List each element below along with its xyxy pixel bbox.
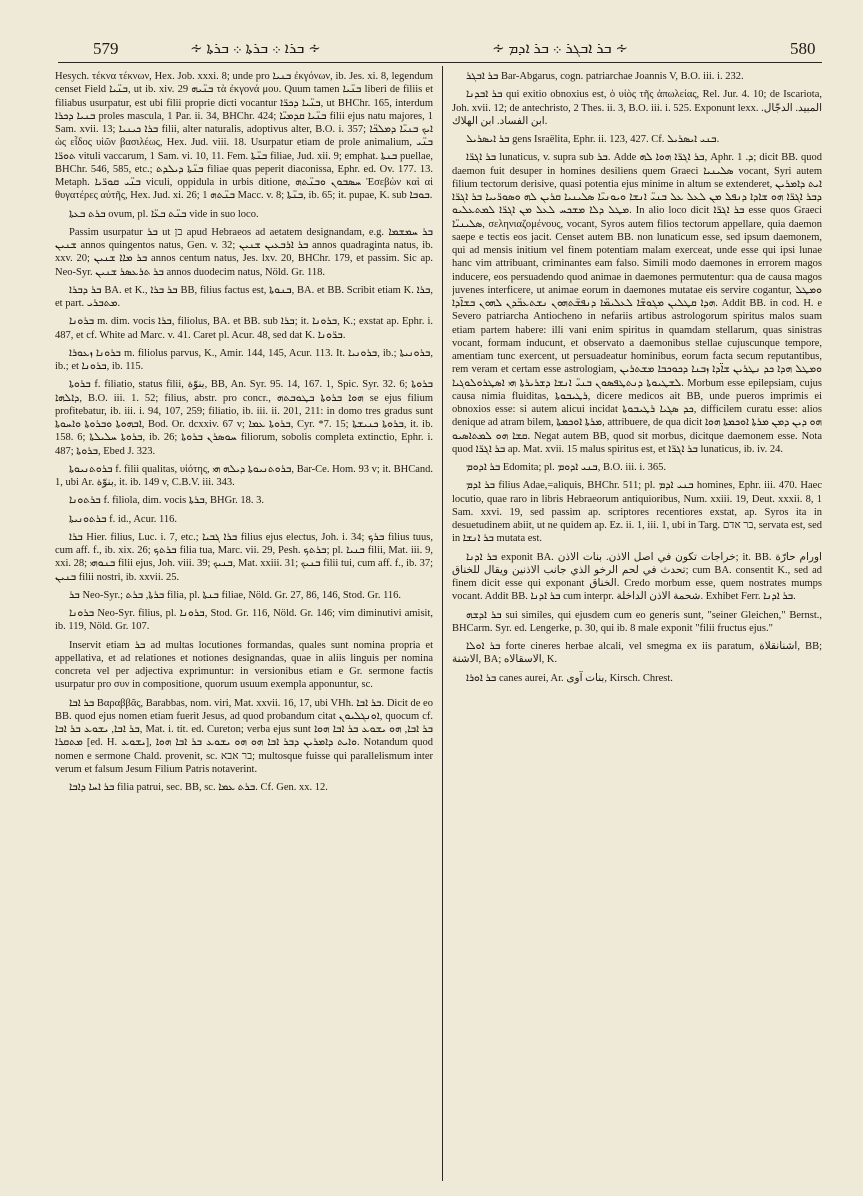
entry-paragraph: ܒܪ ܐܘܪܐ canes aurei, Ar. بنات آوى, Kirsch. Chrest. xyxy=(466,672,673,684)
entry-paragraph: ܒܪܬܘܢܝܬܐ f. id., Acur. 116. xyxy=(69,513,177,525)
entry-paragraph: ܒܪ ܐܒܕܢܐ qui exitio obnoxius est, ὁ υἱὸς τῆς ἀπωλείας, Rel. Jur. 4. 10; de Iscariota, Joh. xvii. 12; de antechristo, 2 Thes. ii. 3, B.O. iii. i. 525. Exponunt lexx. المبيد. الدجّال. ابن الفساد. ابن الهلاك. xyxy=(452,89,822,127)
entry-paragraph: ܒܪܘܬܢܝܘܬܐ f. filii qualitas, υἱότης, ܒܪܘܬܢܝܘܬܐ ܕܝܠܗ ܗܝ, Bar-Ce. Hom. 93 v; it. BHCand. 1, ubi Ar. بنوّة, it. ib. 149 v, C.B.V. iii. 343. xyxy=(55,463,433,488)
entry-paragraph: ܒܪ ܕܒܪܐ BA. et K., ܒܪ ܒܪܐ BB, filius factus est, ܒܢܘܬܐ, BA. et BB. Scribit etiam K. ܒܪܐ, et part. ܡܬܒܪܝ. xyxy=(55,284,433,309)
right-running-title: ∻ ܒܪ ܐܒܓܪ ܀ ܒܪ ܐܕܡ ∻ xyxy=(492,41,628,57)
entry-paragraph: ܒܪܘܢܐ m. dim. vocis ܒܪܐ, filiolus, BA. et BB. sub ܒܪܐ; it. ܒܪܘܢܐ, K.; exstat ap. Ephr. i. 487, et cf. White ad Marc. v. 41. Caret pl. Acur. 48, sed dat K. ܒܪ̈ܘܢܐ. xyxy=(55,316,433,341)
entry-paragraph: Hesych. τέκνα τέκνων, Hex. Job. xxxi. 8; unde pro ܒܢܝܐ ἐκγόνων, ib. Jes. xi. 8, legendum censet Field ܒܢ̈ܝܐ, ut ib. xiv. 29 ܒܢ̈ܝܗ τὰ ἐκγονά μου. Quum tamen ܒܢ̈ܝܐ liberi de filiis et filiabus usurpatur, est ubi filii proprie dicti vocantur ܒܢ̈ܝܐ ܕܟܪ̈ܐ, ut BHChr. 165, interdum ܒܢܝܐ ܕܟܪܐ proles mascula, 1 Par. ii. 34, BHChr. 424; ܒܢ̈ܝܐ ܩܕܡܝ̈ܐ filii ejus natu majores, 1 Sam. xvii. 13; ܒܪܐ ܟܝܢܝܐ filii, alter naturalis, adoptivus alter, B.O. i. 357; ܐܝܟ ܒܢܝ̈ܐ ܕܡܠܟ̈ܐ ὡς εἶδος υἱῶν βασιλέως, Hex. Jud. viii. 18. Usurpatur etiam de prole animalium, ܒܢ̈ܝ ܬܘܪ̈ܐ vituli vaccarum, 1 Sam. vi. 10, 11. Fem. ܒܢ̈ܬܐ filiae, Jud. xii. 9; emphat. ܒܢܬܐ puellae, BHChr. 546, 585, etc.; ܒܢ̈ܬܐ ܕܝܠܕܬ filiae quas peperit diaconissa, Ephr. ed. Ov. 177. 13. Metaph. ܒܢ̈ܝ ܩܘܪ̈ܝܐ viculi, oppidula in urbis ditione, ܚܣܒܘܢ ܘܒܢ̈ܬܗ Ἐσεβὼν καὶ αἱ θυγατέρες αὐτῆς, Hex. Jud. xi. 26; ܒܢ̈ܬܗ 1 Macc. v. 8; ܒܢ̈ܬܐ, ib. 65; it. pupae, K. sub ܒܘܒܐ. xyxy=(55,71,433,202)
page-header xyxy=(0,0,863,58)
entry-paragraph: ܒܪ ܐܕܫܗ sui similes, qui ejusdem cum eo generis sunt, "seiner Gleichen," Bernst., BHCarm. Syr. ed. Lengerke, p. 30, qui ib. 8 male exponit "filii fructus ejus." xyxy=(452,609,822,634)
entry-paragraph: ܒܪ ܐܕܢܐ exponit BA. خراجات تكون في اصل الاذن. بنات الاذن; it. BB. اورام حارّة تحدث في لحم الرخو الذي جانب الاذنين ويقال للخناق; cum BA. consentit K., sed ad finem dicit esse qui exponant الخناق. Credo morbum esse, quem nostrates mumps vocant. Addit BB. ܒܪ ܐܕܢܐ cum interpr. شحمة الاذن الداخلة. Exhibet Ferr. ܒܪ ܐܕܢܐ. xyxy=(452,551,822,603)
entry-paragraph: ܒܪܘܢܐ Neo-Syr. filius, pl. ܒܪܘܢܐ, Stod. Gr. 116, Nöld. Gr. 146; vim diminutivi amisit, ib. 119, Nöld. Gr. 107. xyxy=(55,608,433,633)
entry-paragraph: ܒܪܘܢܐ ܙܥܘܪܐ m. filiolus parvus, K., Amir. 144, 145, Acur. 113. It. ܒܪܘܢܝܐ, ib.; ܒܪܘܢܝܬܐ, ib.; et ܒܪܘܢܐ, ib. 115. xyxy=(55,347,433,372)
entry-paragraph: ܒܪ ܐܘܠܐ forte cineres herbae alcali, vel smegma ex iis paratum, اشنانقلاة, BB; الاشنة, BA; الاسقالاه, K. xyxy=(452,641,822,666)
entry-paragraph: ܒܪ ܐܚܐ ܕܐܒܐ filia patrui, sec. BB, sc. ܒܪܬ ܥܡܐ. Cf. Gen. xx. 12. xyxy=(69,782,328,793)
entry-paragraph: ܒܪܬ ܒܥܬܐ ovum, pl. ܒܢ̈ܬ ܒܥ̈ܐ vide in suo loco. xyxy=(69,208,259,220)
right-page-number: 580 xyxy=(790,39,816,58)
column-divider xyxy=(442,66,443,1181)
entry-paragraph: Passim usurpatur ܒܪ ut בן apud Hebraeos ad aetatem designandam, e.g. ܒܪ ܚܡܫܡܐ ܫܢܝܢ annos quingentos natus, Gen. v. 32; ܒܪ ܐܪܒܥܝܢ ܫܢܝܢ annos quadraginta natus, ib. xxv. 20; ܒܪ ܡܐܐ ܫܢܝܢ annos centum natus, Jes. lxv. 20, BHChr. 179, et passim. Sic ap. Neo-Syr. ܒܪ ܬܪܥܣܪ ܫܢܝܢ annos duodecim natus, Nöld. Gr. 118. xyxy=(55,226,433,278)
left-column xyxy=(55,70,433,1180)
entry-paragraph: ܒܪ ܐܒܓܪ Bar-Abgarus, cogn. patriarchae Joannis V, B.O. iii. i. 232. xyxy=(466,71,744,82)
entry-paragraph: ܒܪ ܐܕܡ filius Adae,=aliquis, BHChr. 511; pl. ܒܢܝ ܐܕܡ homines, Ephr. iii. 470. Haec locutio, quae raro in libris Hebraeorum antiquioribus, Num. xxiii. 19, Deut. xxxii. 8, 1 Sam. xxvi. 19, sed passim ap. scriptores recentiores exstat, ap. Syros ita in desuetudinem abiit, ut ne quidem ap. Ez. ii. 1, iii. 1, ubi in Targ. בר אדם, servata est, sed in ܒܪ ܐܢܫܐ mutata est. xyxy=(452,480,822,545)
entry-paragraph: ܒܪ Neo-Syr.; ܒܪܬܐ, ܒܪܬ filia, pl. ܒܢܬܐ filiae, Nöld. Gr. 27, 86, 146, Stod. Gr. 116. xyxy=(69,589,402,601)
entry-paragraph: ܒܪܬܘܢܐ f. filiola, dim. vocis ܒܪܬܐ, BHGr. 18. 3. xyxy=(69,495,264,507)
entry-paragraph: ܒܪܘܬܐ f. filiatio, status filii, بنوّة, BB, An. Syr. 95. 14, 167. 1, Spic. Syr. 32. 6; ܒܪܘܬܐ ܕܐܠܗܐ, B.O. iii. 1. 52; filius, abstr. pro concr., ܗܘܐ ܒܪܘܬܐ ܒܛܘܒܬܗ se ejus filium profitebatur, ib. iii. i. 94, 107, 259; filiatio, ib. iii. ii. 201, 211: in domo tres gradus sunt ܐܒܗܘܬܐ ܘܒܪܘܬܐ ܘܐܚܘܬܐ, Bod. Or. dcxxiv. 67 v; ܒܪܘܬܐ ܥܡܐ, Cyr. *7. 15; ܒܪܘܬܐ ܟܢܝܫܬܐ, it. ib. 158. 6; ܒܪܘܬܐ ܚܠܝܠܬܐ, ib. 26; ܚܘܣܪܢ ܒܪܘܬܐ filiorum, sobolis completa extinctio, Ephr. i. 487; ܒܪܘܬܐ, Ebed J. 323. xyxy=(55,379,433,457)
entry-paragraph: ܒܪ ܐܕܘܡ Edomita; pl. ܒܢܝ ܐܕܘܡ, B.O. iii. i. 365. xyxy=(466,462,666,473)
right-column xyxy=(452,70,822,1180)
entry-paragraph: ܒܪܐ Hier. filius, Luc. i. 7, etc.; ܒܪܐ ܓܒܝܐ filius ejus electus, Joh. i. 34; ܒܪܟ filius tuus, cum aff. f., ib. xix. 26; ܒܪܬܟ filia tua, Marc. vii. 29, Pesh. ܒܪܬܟ; pl. ܒܢܝܐ filii, Mat. iii. 9, xxi. 28; ܒܢܘܗܝ filii ejus, Joh. viii. 39; ܒܢܝܟ, Mat. xxiii. 31; ܒܢܝܟ filii tui, cum aff. f., ib. 37; ܒܢܝܢ filii nostri, ib. xxvii. 25. xyxy=(55,531,433,583)
entry-paragraph: Inservit etiam ܒܪ ad multas locutiones formandas, quales sunt nomina propria et appellativa, et ad relationes et notiones designandas, quae in aliis linguis per nomina concreta vel per adjectiva exprimuntur: in versionibus etiam e Gr. sermone factis usurpatur pro συν in compositione, quorum usuum exempla apponuntur, sc. xyxy=(55,639,433,691)
entry-paragraph: ܒܪ ܐܝܣܪܝܠ gens Israëlita, Ephr. ii. 123, 427. Cf. ܒܢܝ ܐܝܣܪܝܠ. xyxy=(466,134,720,145)
header-rule xyxy=(58,62,822,63)
left-page-number: 579 xyxy=(93,39,119,58)
entry-paragraph: ܒܪ ܐܓܪ̈ܐ lunaticus, v. supra sub ܒܪ. Adde ܒܪ ܐܓܪ̈ܐ ܗܘܐ ܠܗ, Aphr. ܕ. 1; dicit BB. quod daemon fuit desuper in homines desiliens quem Graeci ܣܠܝܢܝܐ vocant, Syri autem filium tectorum derisive, quasi potentia ejus minime in altum se extenderet, ܐܝܬ ܕܐܡܪܝܢ ܕܒܪ ܐܓܪ̈ܐ ܗܘ ܫܐܕܐ ܕܢܦܠ ܡܢ ܠܥܠ ܥܠ ܒܢܝ̈ ܐܢܫܐ ܘܝܘܢܝ̈ܐ ܣܠܝܢܝܐ ܩܪܝܢ ܠܗ ܘܣܘܪ̈ܝܝܐ ܒܪ ܐܓܪ̈ܐ ܡܛܠ ܕܠܐ ܡܫܟܚ ܠܥܠ ܡܢ ܐܓܪ̈ܐ ܠܡܬܥܠܝܘ. In alio loco dicit ܒܪ ܐܓܪ̈ܐ esse quos Graeci ܣܠܝܢܝ̈ܐ, σεληνιαζομένους, vocant, Syros autem filios tectorum appellare, quia daemon saepe e tectis eos jacit. Censet autem BB. non lunaticum esse, sed ipsum daemonem, qui ad mensis initium vel finem potentiam malam exerceat, unde esse qui ipsi lunae hanc vim attribuant, criminantes eam falso. Simili modo daemones in errorem magos inducere, eos persuadendo quod animae in daemones permutentur: qua de causa magos juvenes interficere, ut animae eorum in daemones mutatae eis servire cogantur, ܘܡܛܠ ܗܕܐ ܩܛܠܝܢ ܡܓܘܫ̈ܐ ܠܥܠܝܡ̈ܐ ܕܢܦܫ̈ܬܗܘܢ ܢܫܬܥܒ̈ܕܢ ܠܗܘܢ ܒܫܐ̈ܕܐ. Addit BB. in cod. H. e Severo patriarcha Antiocheno in nefariis artibus astrologorum spiritus malos suam etiam partem habere: illi vani enim spiritus in quamdam stellarum, quas sinistras vocant, formam inducunt, et observato a daemonibus stellae cujuscunque tempore, amentiam tunc exercent, ut persuadeatur hominibus, eorum facta secum reputantibus, rem veram et certam esse astrologiam, ܘܡܛܠ ܗܕܐ ܟܕ ܢܛܪܝܢ ܫܐ̈ܕܐ ܙܒܢܐ ܕܟܘܟܒܐ ܡܫܬܪܝܢ ܠܫܛܝܘܬܐ ܕܢܬܛܦܣܘܢ ܒܢܝ̈ ܐܢܫܐ ܕܫܪܝܪܬܐ ܗܝ ܐܣܛܪܘܠܘܓܝܐ. Morbum esse epilepsiam, cujus causa nimia fluiditas, ܪܛܝܒܘܬܐ, dicere medicos ait BB, unde pueros imprimis ei obnoxios esse: si autem alicui incidat ܟܕ ܣܓܝܐ ܪܛܝܒܘܬܐ, difficilem curatu esse: alios denique ad atram bilem, ܡܪܬܐ ܐܘܟܡܬܐ, attribuere, de qua dicit ܗܘ ܕܝܢ ܕܡܢ ܡܪܬܐ ܐܘܟܡܬܐ ܗܘܐ ܩܫܐ ܗܘ ܠܡܬܐܣܝܘ. Negat autem BB, quod sit morbus, dicitque daemonem esse. Nota quod ܒܪ ܐܓܪ̈ܐ ap. Mat. xvii. 15 malus spiritus est, et ܒܪ ܐܓܪ̈ܐ lunaticus, ib. iv. 24. xyxy=(452,152,822,455)
left-running-title: ∻ ܒܪܐ ܀ ܒܪܬܐ ܀ ܒܪܬܐ ∻ xyxy=(190,41,321,57)
entry-paragraph: ܒܪ ܐܒܐ Βαραββᾶς, Barabbas, nom. viri, Mat. xxvii. 16, 17, ubi VHh. ܒܪ ܐܒܐ. Dicit de eo BB. quod ejus nomen etiam fuerit Jesus, ad quod probandum citat ܐܘܢܓܠܝܘܢ, quocum cf. ܒܪ ܐܒܐ, ܝܫܘܥ ܒܪ ܐܒܐ, Mat. i. tit. ed. Cureton; verba ejus sunt ܒܪ ܐܒܐ, ܗܘ ܝܫܘܥ ܒܪ ܐܒܐ ܗܘܐ ܡܬܩܪܐ [ed. H. ܝܫܘܥ], ܘܐܝܬ ܕܐܡܪܝܢ ܕܒܪ ܐܒܐ ܗܘ ܗܘ ܝܫܘܥ ܒܪ ܐܒܐ ܗܘܐ. Notandum quod nomen e sermone Chald. provenit, sc. בר אבא; multosque fuisse qui parallelismum inter verum et falsum Jesum Filium Patris notaverint. xyxy=(55,697,433,775)
